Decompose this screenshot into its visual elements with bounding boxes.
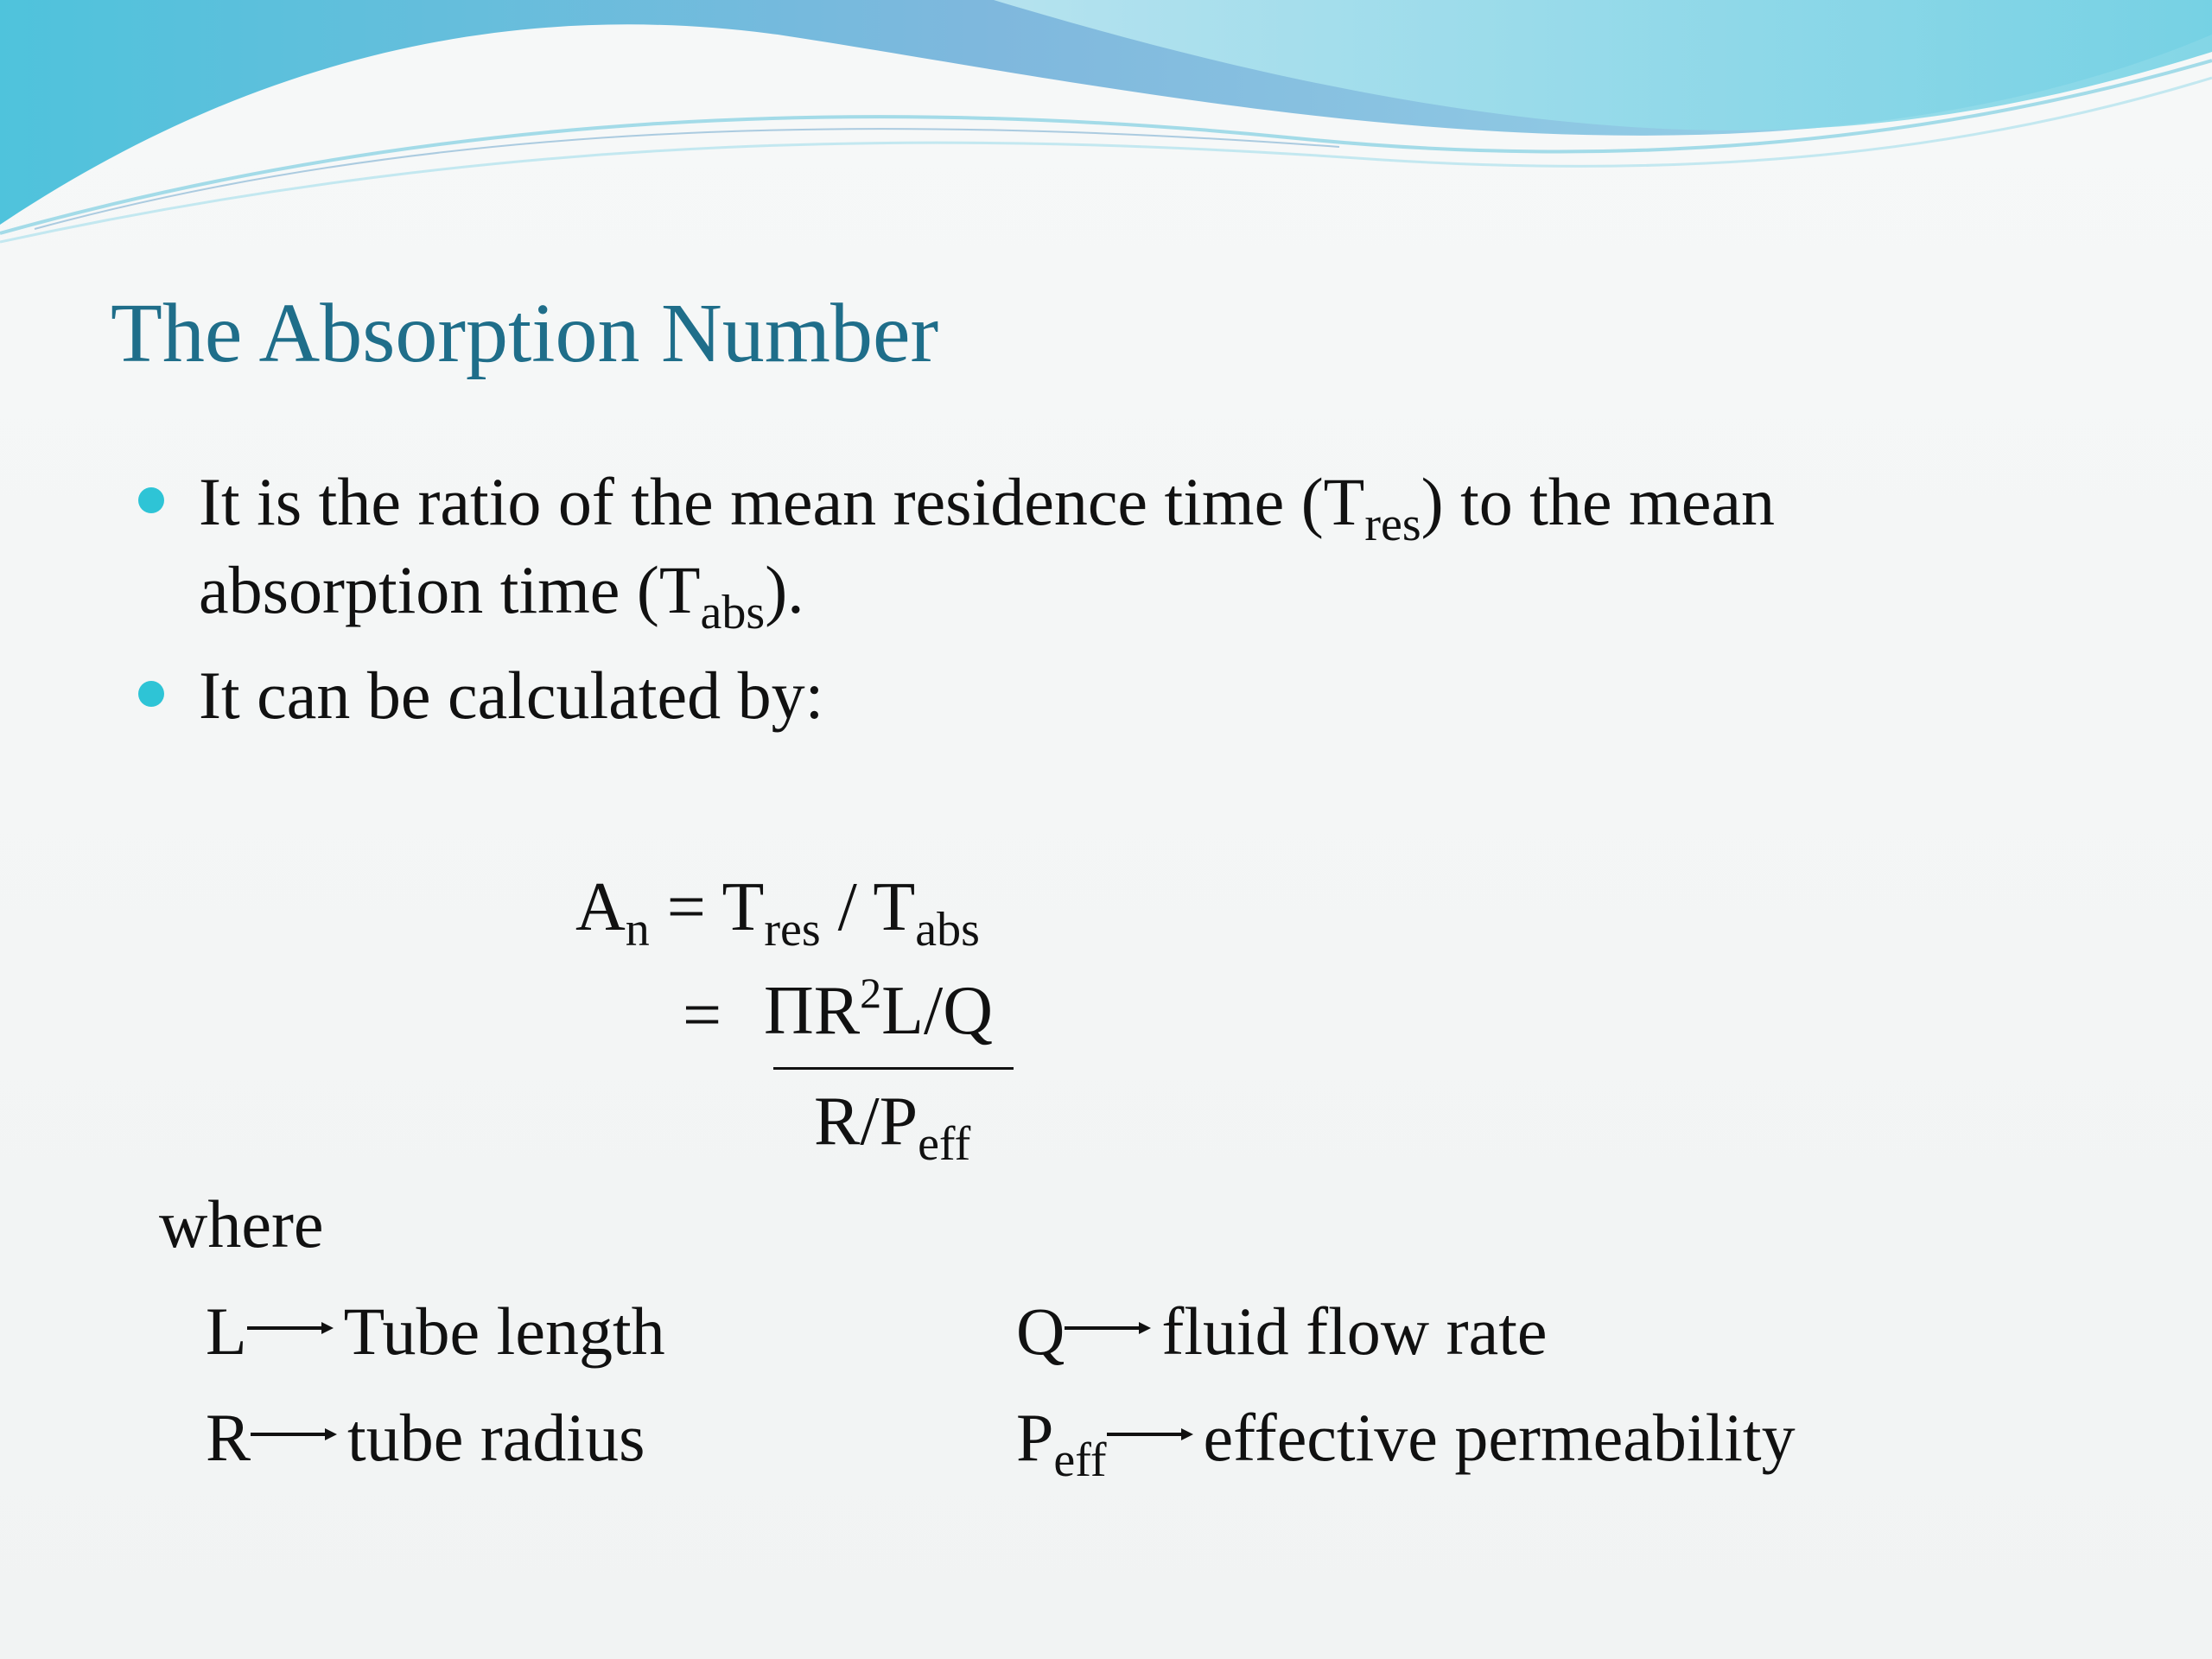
subscript: abs [700,586,766,639]
definition-r [206,1400,645,1475]
definition-meaning: Tube length [343,1294,665,1369]
fraction-bar [773,1067,1014,1070]
equation-part: = T [649,869,765,945]
definition-symbol: Q [1016,1294,1065,1369]
equation-line-1 [575,869,980,957]
definition-meaning: effective permeability [1203,1400,1796,1475]
bullet-text-part: It is the ratio of the mean residence time (T [199,464,1365,539]
bullet-text [199,464,1775,639]
bullet-dot-icon [138,487,164,513]
definition-peff [1016,1400,1796,1487]
definition-symbol: R [206,1400,251,1475]
equation-part: / T [820,869,916,945]
equation-denominator [814,1084,971,1171]
subscript: res [764,903,821,957]
bullet-item-ratio [138,458,2108,639]
equation-part: R/P [814,1084,918,1160]
arrow-right-icon [1065,1319,1151,1337]
equation-lhs: A [575,869,626,945]
equation-part: L/Q [881,973,994,1049]
header-wave-decoration [0,0,2212,276]
bullet-item-calculated [138,652,2108,740]
definition-symbol: L [206,1294,247,1369]
subscript: res [1364,498,1421,551]
arrow-right-icon [247,1319,334,1337]
arrow-right-icon [251,1426,337,1443]
bullet-text-part: absorption time (T [199,552,701,627]
definition-symbol [1016,1400,1107,1487]
definition-meaning: tube radius [347,1400,645,1475]
definition-l [206,1294,665,1369]
bullet-text: It can be calculated by: [199,658,824,733]
equation-numerator [764,969,994,1049]
subscript: abs [915,903,980,957]
bullet-text-part: ) to the mean [1421,464,1775,539]
definition-q [1016,1294,1548,1369]
subscript: eff [1053,1433,1107,1487]
superscript: 2 [860,969,882,1017]
symbol-letter: P [1016,1400,1054,1475]
bullet-list [138,458,2108,757]
subscript: eff [918,1117,971,1171]
arrow-right-icon [1107,1426,1193,1443]
definition-meaning: fluid flow rate [1161,1294,1548,1369]
subscript: n [625,903,650,957]
equation-part: ΠR [764,973,861,1049]
slide-title: The Absorption Number [111,287,939,380]
where-label: where [159,1186,324,1262]
bullet-text-part: ). [765,552,804,627]
equation-equals: = [683,977,722,1053]
bullet-dot-icon [138,681,164,707]
